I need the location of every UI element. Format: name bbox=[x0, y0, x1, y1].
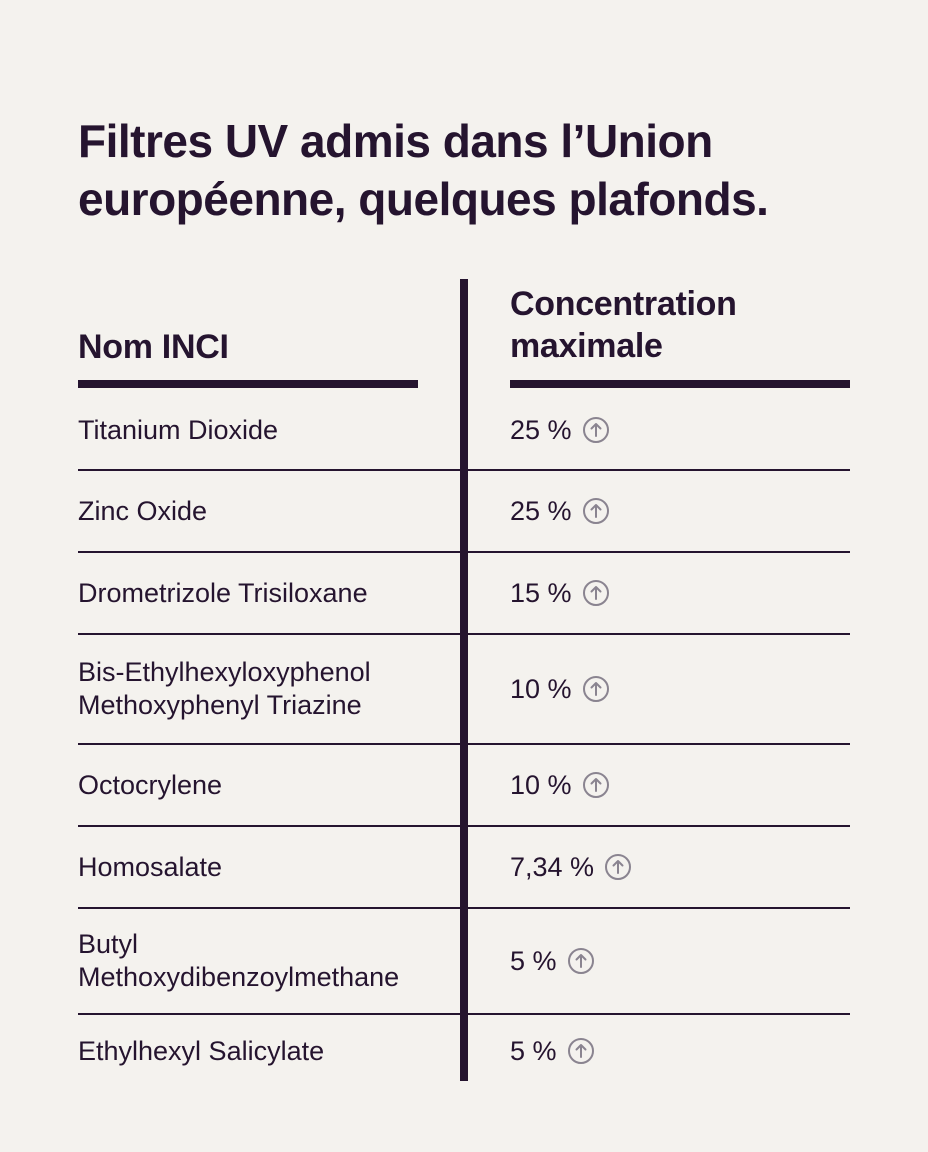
column-header-name: Nom INCI bbox=[78, 328, 229, 366]
header-rule-concentration bbox=[510, 380, 850, 388]
table-row bbox=[78, 826, 850, 908]
table-row bbox=[78, 552, 850, 634]
cell-max-concentration bbox=[510, 826, 850, 908]
cell-max-concentration bbox=[510, 908, 850, 1014]
arrow-up-circle-icon bbox=[604, 853, 632, 881]
cell-max-concentration bbox=[510, 390, 850, 470]
arrow-up-circle-icon bbox=[567, 947, 595, 975]
concentration-value: 10 % bbox=[510, 673, 572, 704]
arrow-up-circle-icon bbox=[582, 416, 610, 444]
cell-inci-name: Titanium Dioxide bbox=[78, 414, 279, 445]
table-row bbox=[78, 908, 850, 1014]
cell-max-concentration bbox=[510, 470, 850, 552]
cell-inci-name: Ethylhexyl Salicylate bbox=[78, 1035, 325, 1066]
table-row bbox=[78, 744, 850, 826]
cell-inci-name: Drometrizole Trisiloxane bbox=[78, 577, 368, 608]
concentration-value: 5 % bbox=[510, 1035, 557, 1066]
cell-max-concentration bbox=[510, 744, 850, 826]
concentration-value: 5 % bbox=[510, 945, 557, 976]
cell-max-concentration bbox=[510, 1014, 850, 1088]
column-header-concentration: Concentration maximale bbox=[510, 285, 737, 365]
arrow-up-circle-icon bbox=[582, 771, 610, 799]
concentration-value: 25 % bbox=[510, 414, 572, 445]
table-row bbox=[78, 390, 850, 470]
table-row bbox=[78, 1014, 850, 1088]
arrow-up-circle-icon bbox=[582, 675, 610, 703]
concentration-value: 10 % bbox=[510, 769, 572, 800]
cell-inci-name: Octocrylene bbox=[78, 769, 223, 800]
concentration-value: 25 % bbox=[510, 495, 572, 526]
concentration-value: 7,34 % bbox=[510, 851, 595, 882]
arrow-up-circle-icon bbox=[582, 579, 610, 607]
cell-inci-name: Butyl Methoxydibenzoylmethane bbox=[78, 929, 400, 992]
cell-max-concentration bbox=[510, 634, 850, 744]
arrow-up-circle-icon bbox=[567, 1037, 595, 1065]
cell-inci-name: Homosalate bbox=[78, 851, 223, 882]
header-rule-name bbox=[78, 380, 418, 388]
table-row bbox=[78, 634, 850, 744]
page-title: Filtres UV admis dans l’Union européenne, quelques plafonds. bbox=[78, 115, 769, 225]
cell-inci-name: Bis-Ethylhexyloxyphenol Methoxyphenyl Triazine bbox=[78, 657, 371, 720]
cell-max-concentration bbox=[510, 552, 850, 634]
concentration-value: 15 % bbox=[510, 577, 572, 608]
table-row bbox=[78, 470, 850, 552]
arrow-up-circle-icon bbox=[582, 497, 610, 525]
cell-inci-name: Zinc Oxide bbox=[78, 495, 208, 526]
